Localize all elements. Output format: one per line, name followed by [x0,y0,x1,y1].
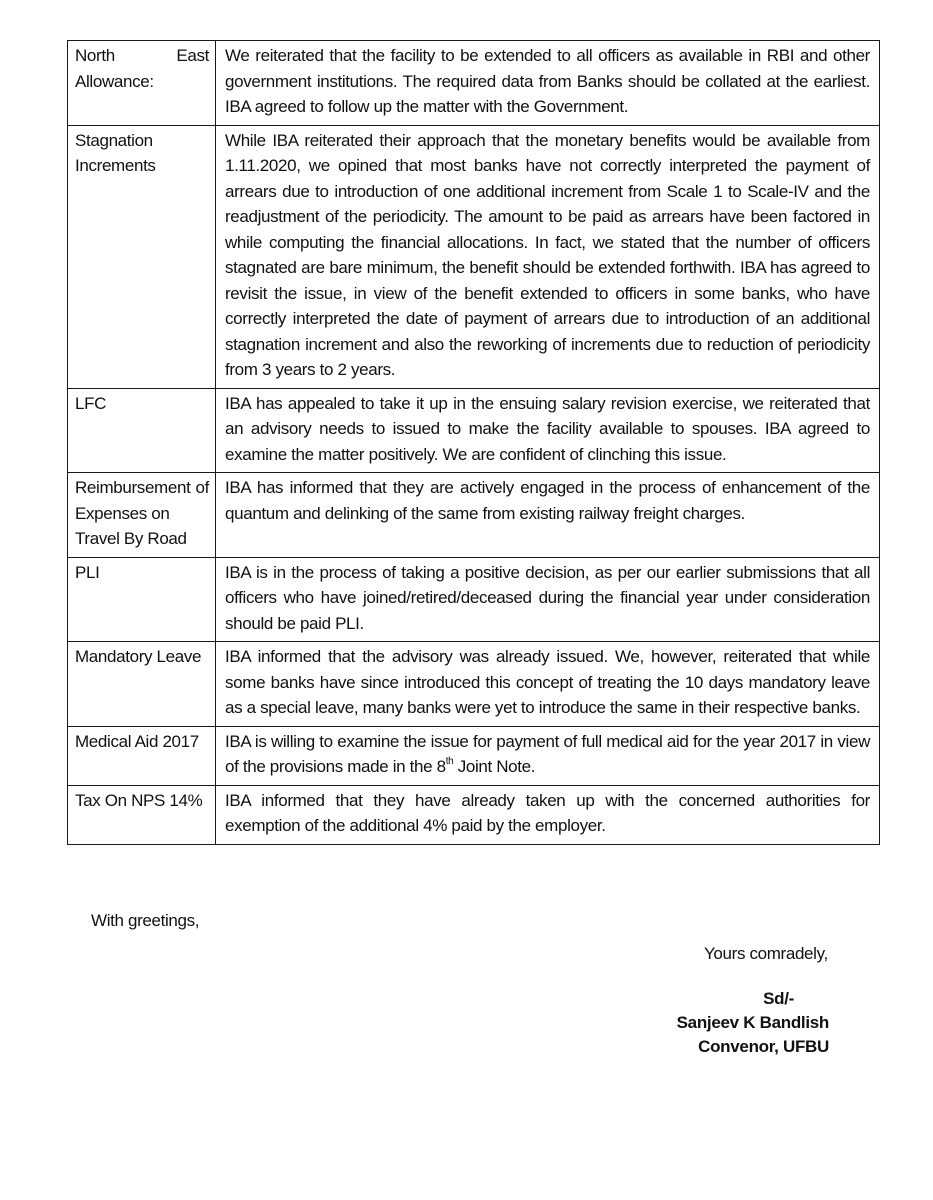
discussion-cell [216,726,880,785]
discussion-cell: IBA is in the process of taking a positive decision, as per our earlier submissions that all officers who have joined/retired/deceased during the financial year under consideration should be paid PLI. [216,557,880,642]
topic-cell: Medical Aid 2017 [68,726,216,785]
topic-label-line: North East [75,46,209,65]
signature-sd: Sd/- [763,989,794,1008]
topic-label-line: Increments [75,156,156,175]
table-row [68,642,880,727]
discussion-cell: IBA informed that the advisory was already issued. We, however, reiterated that while some banks have since introduced this concept of treating the 10 days mandatory leave as a special leave, many banks were yet to introduce the same in their respective banks. [216,642,880,727]
table-row [68,726,880,785]
table-row [68,125,880,388]
greeting-text: With greetings, [91,911,200,930]
topic-cell: LFC [68,388,216,473]
closing-text: Yours comradely, [704,944,828,963]
signatory-title: Convenor, UFBU [698,1037,829,1056]
topic-cell: Tax On NPS 14% [68,785,216,844]
discussion-text: IBA is willing to examine the issue for payment of full medical aid for the year 2017 in view of the provisions made in the 8 [225,731,870,776]
signatory-name: Sanjeev K Bandlish [676,1013,829,1032]
topic-cell: PLI [68,557,216,642]
topic-cell: Mandatory Leave [68,642,216,727]
table-row [68,557,880,642]
discussion-cell: While IBA reiterated their approach that the monetary benefits would be available from 1.11.2020, we opined that most banks have not correctly interpreted the payment of arrears due to introduction of one additional increment from Scale 1 to Scale-IV and the readjustment of the periodicity. The amount to be paid as arrears have been factored in while computing the financial allocations. In fact, we stated that the number of officers stagnated are bare minimum, the benefit should be extended forthwith. IBA has agreed to revisit the issue, in view of the benefit extended to officers in some banks, who have correctly interpreted the date of payment of arrears due to introduction of an additional stagnation increment and also the reworking of increments due to reduction of periodicity from 3 years to 2 years. [216,125,880,388]
discussion-cell: We reiterated that the facility to be extended to all officers as available in RBI and other government institutions. The required data from Banks should be collated at the earliest. IBA agreed to follow up the matter with the Government. [216,41,880,126]
topic-label-line: Stagnation [75,130,153,150]
discussion-cell: IBA has informed that they are actively engaged in the process of enhancement of the quantum and delinking of the same from existing railway freight charges. [216,473,880,558]
table-row [68,473,880,558]
discussion-text: Joint Note. [453,757,536,776]
issues-table [67,40,880,845]
topic-cell [68,473,216,558]
topic-cell [68,125,216,388]
table-row [68,41,880,126]
ordinal-suffix: th [445,756,454,768]
topic-label-line: Expenses on [75,503,170,523]
topic-label-line: Reimbursement of [75,478,209,497]
discussion-cell: IBA informed that they have already taken up with the concerned authorities for exemption of the additional 4% paid by the employer. [216,785,880,844]
table-row [68,785,880,844]
signature-block [677,987,829,1059]
topic-label-line: Travel By Road [75,529,187,548]
topic-label-line: Allowance: [75,71,154,91]
topic-cell [68,41,216,126]
table-row [68,388,880,473]
discussion-cell: IBA has appealed to take it up in the ensuing salary revision exercise, we reiterated that an advisory needs to issued to make the facility available to spouses. IBA agreed to examine the matter positively. We are confident of clinching this issue. [216,388,880,473]
